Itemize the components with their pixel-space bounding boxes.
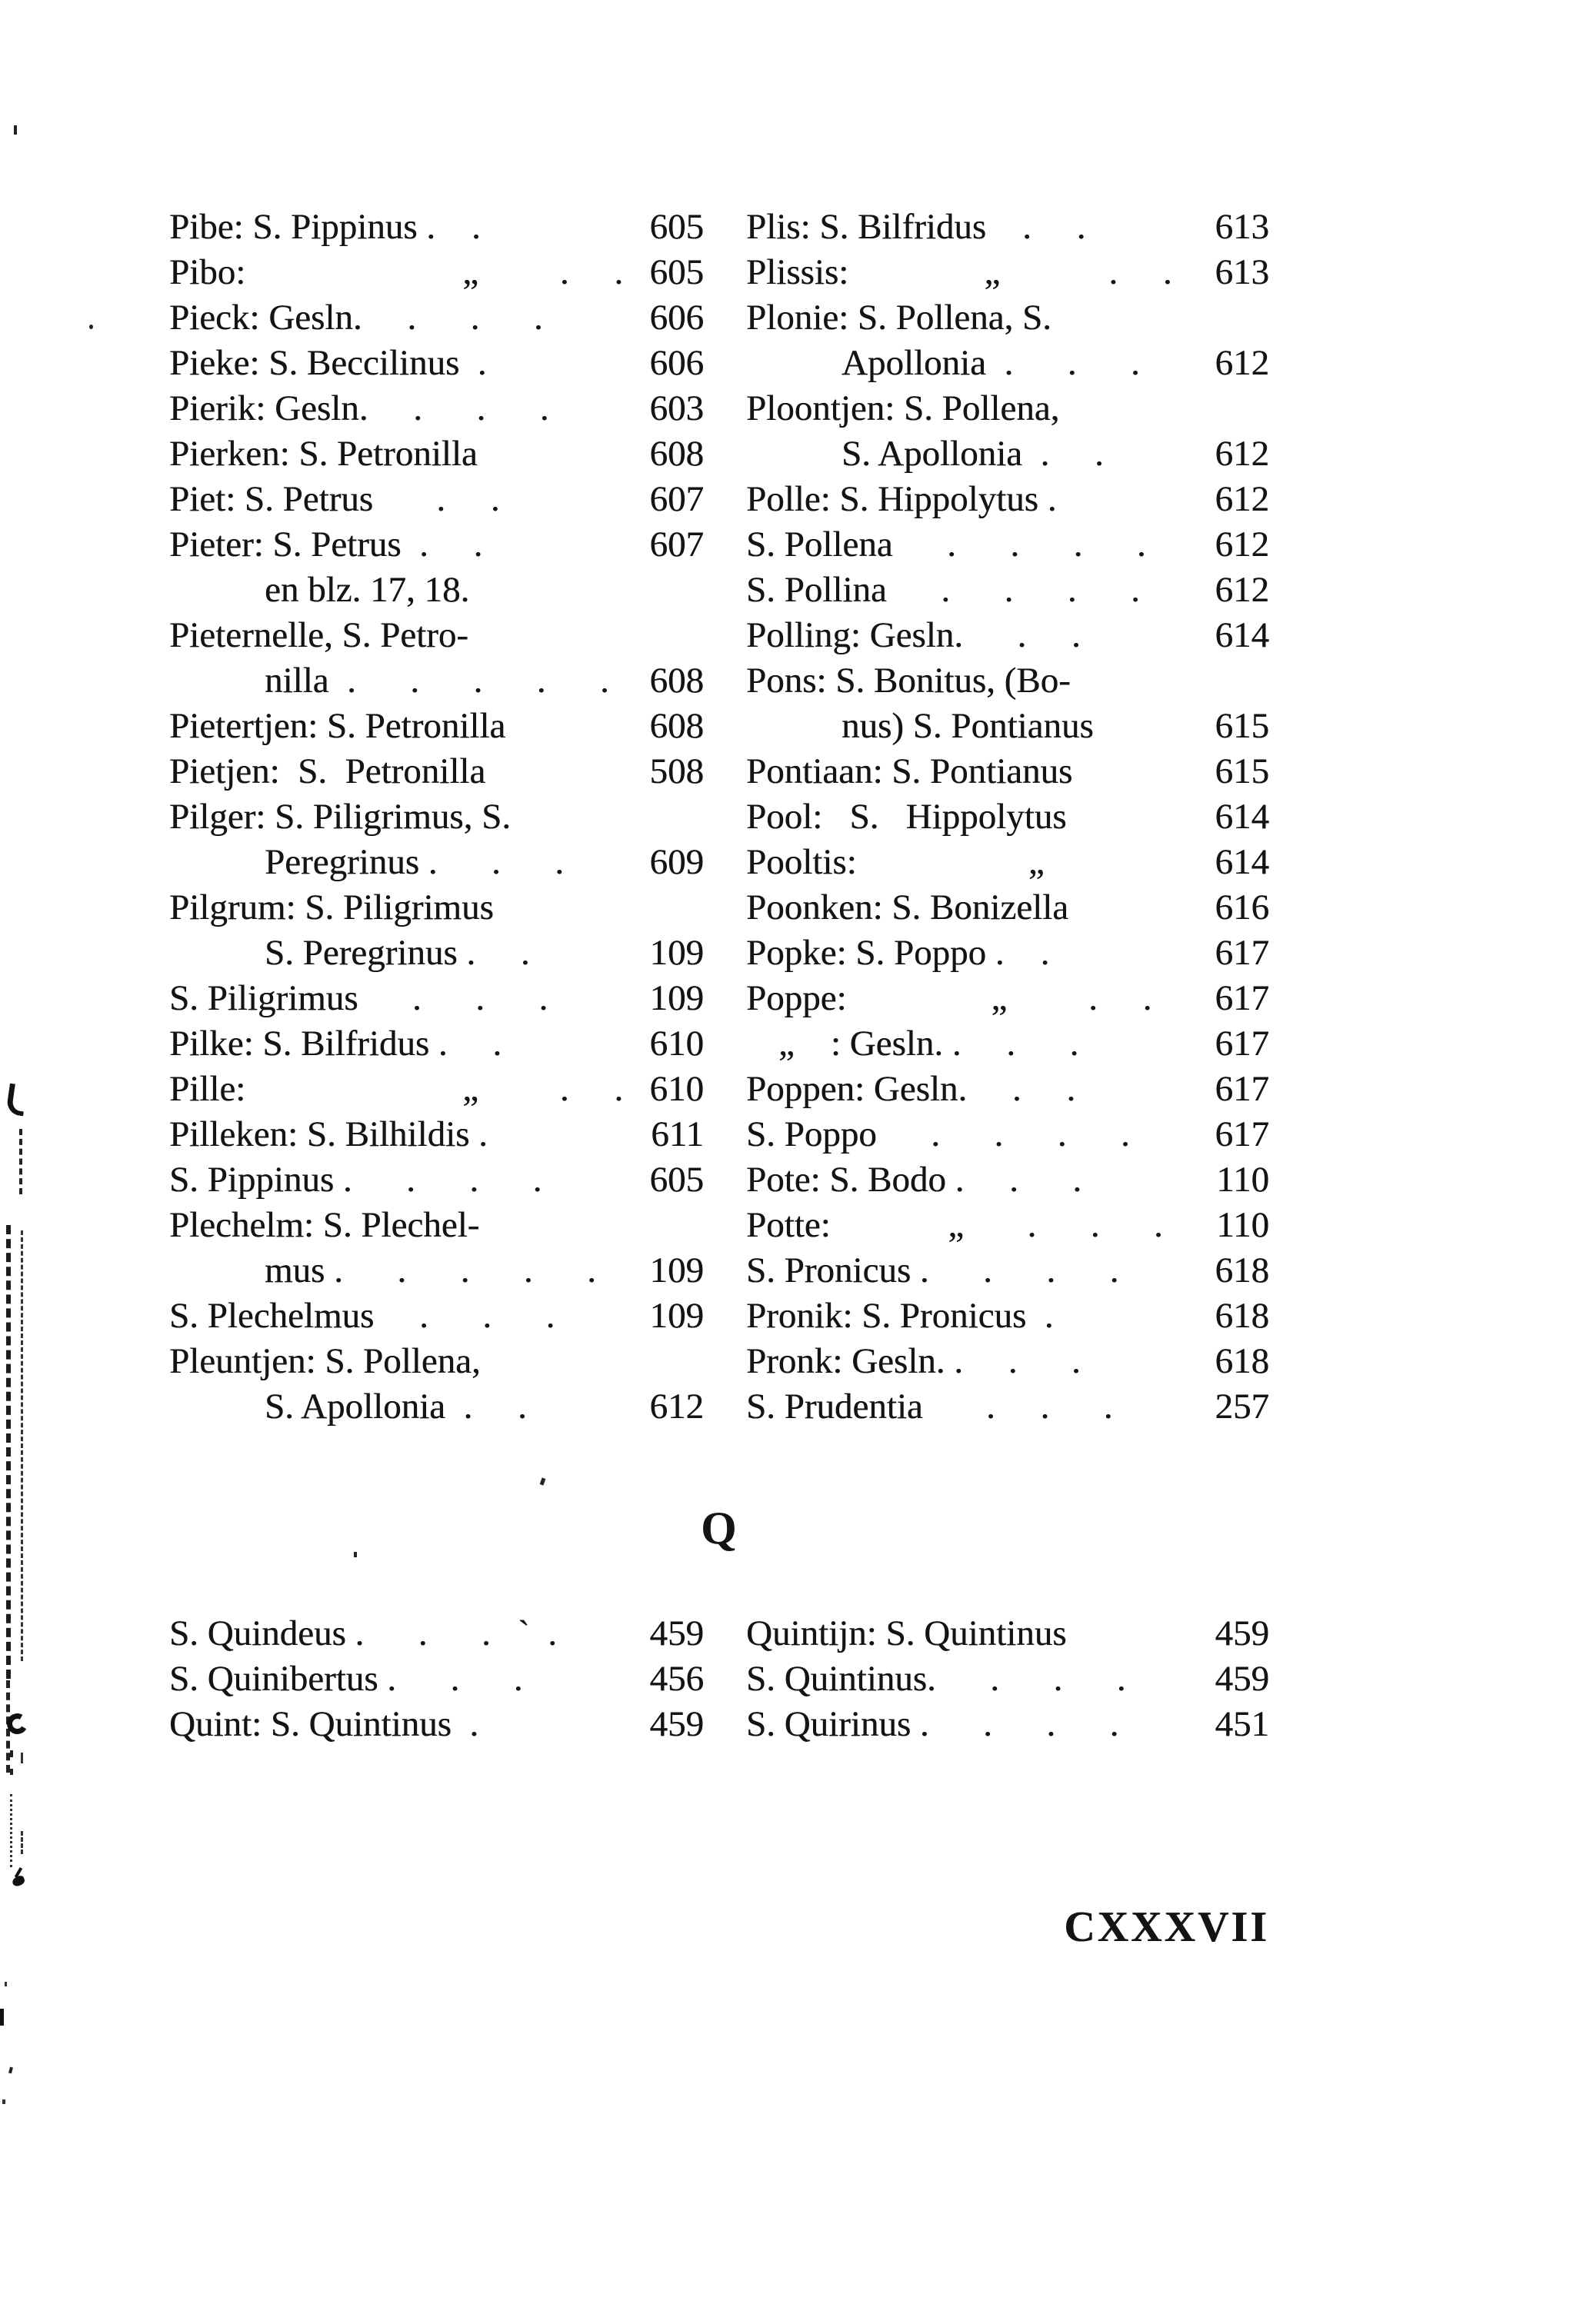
index-entry	[746, 388, 1269, 433]
entry-page-number: 257	[1215, 1387, 1269, 1427]
index-entry	[746, 1204, 1269, 1250]
index-entry	[746, 478, 1269, 524]
index-entry	[169, 1386, 704, 1431]
ink-mark	[0, 2009, 4, 2026]
index-entry	[169, 297, 704, 342]
entry-page-number: 613	[1215, 252, 1269, 292]
index-entry	[169, 524, 704, 569]
entry-text: Pieter: S. Petrus . .	[169, 524, 483, 564]
entry-page-number: 613	[1215, 207, 1269, 247]
entry-text: Popke: S. Poppo . .	[746, 933, 1050, 973]
entry-page-number: 459	[1215, 1659, 1269, 1699]
entry-text: Ploontjen: S. Pollena,	[746, 388, 1060, 428]
entry-text: mus . . . . .	[265, 1250, 596, 1290]
entry-page-number: 110	[1216, 1160, 1269, 1200]
entry-page-number: 617	[1215, 1069, 1269, 1109]
entry-text: S. Quindeus . . . ` .	[169, 1613, 557, 1653]
entry-page-number: 606	[649, 343, 704, 383]
entry-page-number: 616	[1215, 887, 1269, 927]
index-entry	[169, 660, 704, 705]
entry-text: Pons: S. Bonitus, (Bo-	[746, 661, 1071, 701]
index-entry	[746, 1114, 1269, 1159]
entry-page-number: 614	[1215, 797, 1269, 837]
index-entry	[169, 1658, 704, 1703]
index-entry	[169, 1023, 704, 1068]
index-entry	[169, 977, 704, 1023]
entry-text: Pool: S. Hippolytus	[746, 797, 1067, 837]
entry-page-number: 618	[1215, 1250, 1269, 1290]
index-entry	[746, 1295, 1269, 1340]
entry-page-number: 615	[1215, 706, 1269, 746]
index-entry	[169, 887, 704, 932]
entry-text: Pilke: S. Bilfridus . .	[169, 1024, 502, 1064]
entry-text: Poppe: „ . .	[746, 978, 1152, 1018]
index-entry	[746, 1340, 1269, 1386]
ink-mark	[21, 1831, 23, 1854]
ink-mark	[8, 2067, 13, 2074]
entry-page-number: 607	[649, 479, 704, 519]
entry-text: S. Pollena . . . .	[746, 524, 1146, 564]
entry-text: S. Apollonia . .	[841, 434, 1104, 474]
ink-mark	[354, 1552, 357, 1557]
index-entry	[746, 251, 1269, 297]
index-entry	[169, 478, 704, 524]
index-entry	[169, 206, 704, 251]
entry-page-number: 614	[1215, 615, 1269, 655]
p-column-right	[746, 206, 1269, 1431]
entry-text: S. Quintinus. . . .	[746, 1659, 1126, 1699]
entry-text: „ : Gesln. . . .	[778, 1024, 1079, 1064]
entry-page-number: 459	[1215, 1613, 1269, 1653]
entry-text: Pierken: S. Petronilla	[169, 434, 478, 474]
index-entry	[169, 751, 704, 796]
index-entry	[169, 1703, 704, 1749]
entry-page-number: 109	[649, 978, 704, 1018]
entry-text: Poonken: S. Bonizella	[746, 887, 1069, 927]
entry-page-number: 617	[1215, 1024, 1269, 1064]
ink-mark	[10, 1769, 13, 1775]
entry-text: S. Plechelmus . . .	[169, 1296, 555, 1336]
entry-text: Pietertjen: S. Petronilla	[169, 706, 506, 746]
entry-text: S. Pollina . . . .	[746, 570, 1140, 610]
entry-page-number: 608	[649, 661, 704, 701]
entry-text: Piet: S. Petrus . .	[169, 479, 500, 519]
entry-text: nilla . . . . .	[265, 661, 609, 701]
index-entry	[746, 932, 1269, 977]
entry-page-number: 459	[649, 1613, 704, 1653]
entry-page-number: 612	[649, 1387, 704, 1427]
entry-text: S. Quinibertus . . .	[169, 1659, 523, 1699]
entry-text: Plis: S. Bilfridus . .	[746, 207, 1086, 247]
entry-text: Pilleken: S. Bilhildis .	[169, 1114, 488, 1154]
entry-page-number: 605	[649, 1160, 704, 1200]
entry-text: S. Prudentia . . .	[746, 1387, 1113, 1427]
entry-page-number: 606	[649, 298, 704, 338]
index-entry	[169, 342, 704, 388]
entry-text: Pieternelle, S. Petro-	[169, 615, 468, 655]
entry-text: Pieck: Gesln. . . .	[169, 298, 543, 338]
entry-page-number: 605	[649, 207, 704, 247]
q-column-right	[746, 1613, 1269, 1749]
index-entry	[169, 932, 704, 977]
entry-text: Poppen: Gesln. . .	[746, 1069, 1076, 1109]
index-entry	[169, 1204, 704, 1250]
index-entry	[169, 796, 704, 841]
index-entry	[746, 614, 1269, 660]
entry-text: Pibe: S. Pippinus . .	[169, 207, 481, 247]
index-entry	[746, 297, 1269, 342]
entry-page-number: 617	[1215, 1114, 1269, 1154]
entry-page-number: 607	[649, 524, 704, 564]
index-entry	[746, 796, 1269, 841]
p-column-left	[169, 206, 704, 1431]
entry-text: Pleuntjen: S. Pollena,	[169, 1341, 481, 1381]
entry-page-number: 618	[1215, 1296, 1269, 1336]
entry-page-number: 508	[649, 751, 704, 791]
entry-page-number: 610	[649, 1069, 704, 1109]
entry-text: Polling: Gesln. . .	[746, 615, 1081, 655]
entry-page-number: 612	[1215, 524, 1269, 564]
entry-text: S. Apollonia . .	[265, 1387, 527, 1427]
entry-page-number: 614	[1215, 842, 1269, 882]
index-entry	[746, 569, 1269, 614]
index-entry	[169, 1159, 704, 1204]
entry-text: Plechelm: S. Plechel-	[169, 1205, 480, 1245]
entry-text: S. Poppo . . . .	[746, 1114, 1130, 1154]
ink-mark	[5, 1084, 27, 1117]
entry-text: Potte: „ . . .	[746, 1205, 1163, 1245]
entry-page-number: 618	[1215, 1341, 1269, 1381]
entry-page-number: 605	[649, 252, 704, 292]
entry-text: Pote: S. Bodo . . .	[746, 1160, 1082, 1200]
entry-page-number: 451	[1215, 1704, 1269, 1744]
index-entry	[746, 1613, 1269, 1658]
index-entry	[746, 660, 1269, 705]
entry-text: Pille: „ . .	[169, 1069, 624, 1109]
entry-text: Pontiaan: S. Pontianus	[746, 751, 1073, 791]
ink-mark	[6, 1225, 11, 1679]
entry-page-number: 611	[651, 1114, 704, 1154]
entry-text: en blz. 17, 18.	[265, 570, 470, 610]
index-entry	[746, 705, 1269, 751]
entry-text: Pierik: Gesln. . . .	[169, 388, 549, 428]
index-entry	[169, 1068, 704, 1114]
ink-mark	[10, 1794, 12, 1867]
index-section-q	[169, 1613, 1269, 1749]
ink-mark	[21, 1753, 23, 1763]
entry-page-number: 617	[1215, 978, 1269, 1018]
entry-text: Pilgrum: S. Piligrimus	[169, 887, 494, 927]
ink-mark	[14, 125, 17, 135]
entry-text: Pietjen: S. Petronilla	[169, 751, 486, 791]
index-entry	[746, 977, 1269, 1023]
entry-page-number: 612	[1215, 570, 1269, 610]
entry-text: Pronik: S. Pronicus .	[746, 1296, 1054, 1336]
index-entry	[169, 841, 704, 887]
index-entry	[169, 569, 704, 614]
index-body	[169, 206, 1269, 1749]
index-entry	[169, 1250, 704, 1295]
entry-page-number: 612	[1215, 479, 1269, 519]
entry-page-number: 109	[649, 933, 704, 973]
entry-text: S. Quirinus . . . .	[746, 1704, 1119, 1744]
entry-page-number: 109	[649, 1296, 704, 1336]
entry-text: Pibo: „ . .	[169, 252, 624, 292]
section-heading-q: Q	[701, 1503, 738, 1553]
entry-text: S. Pippinus . . . .	[169, 1160, 542, 1200]
index-entry	[746, 1250, 1269, 1295]
entry-text: Quint: S. Quintinus .	[169, 1704, 479, 1744]
q-column-left	[169, 1613, 704, 1749]
index-entry	[746, 841, 1269, 887]
index-entry	[746, 1023, 1269, 1068]
entry-text: Pronk: Gesln. . . .	[746, 1341, 1081, 1381]
entry-text: nus) S. Pontianus	[841, 706, 1094, 746]
index-entry	[169, 705, 704, 751]
index-entry	[169, 251, 704, 297]
entry-text: Peregrinus . . .	[265, 842, 565, 882]
entry-page-number: 615	[1215, 751, 1269, 791]
entry-text: Apollonia . . .	[841, 343, 1140, 383]
entry-text: S. Pronicus . . . .	[746, 1250, 1119, 1290]
index-entry	[746, 887, 1269, 932]
entry-page-number: 456	[649, 1659, 704, 1699]
entry-page-number: 610	[649, 1024, 704, 1064]
index-entry	[746, 524, 1269, 569]
entry-page-number: 608	[649, 706, 704, 746]
index-entry	[746, 1658, 1269, 1703]
entry-page-number: 612	[1215, 434, 1269, 474]
entry-text: Pilger: S. Piligrimus, S.	[169, 797, 511, 837]
entry-page-number: 612	[1215, 343, 1269, 383]
entry-page-number: 609	[649, 842, 704, 882]
ink-mark	[5, 1982, 7, 1986]
index-entry	[746, 206, 1269, 251]
index-entry	[746, 751, 1269, 796]
index-section-p	[169, 206, 1269, 1431]
index-entry	[169, 388, 704, 433]
ink-mark	[11, 1875, 25, 1888]
entry-text: S. Piligrimus . . .	[169, 978, 548, 1018]
index-entry	[746, 342, 1269, 388]
index-entry	[746, 1068, 1269, 1114]
ink-mark	[2, 2099, 5, 2104]
index-entry	[169, 614, 704, 660]
ink-mark	[10, 1750, 13, 1757]
entry-page-number: 603	[649, 388, 704, 428]
entry-page-number: 109	[649, 1250, 704, 1290]
index-entry	[169, 1613, 704, 1658]
ink-mark	[89, 325, 93, 329]
index-entry	[746, 433, 1269, 478]
index-entry	[169, 1295, 704, 1340]
index-entry	[746, 1159, 1269, 1204]
entry-page-number: 459	[649, 1704, 704, 1744]
entry-text: Pooltis: „	[746, 842, 1045, 882]
ink-mark	[19, 1129, 22, 1194]
entry-text: Pieke: S. Beccilinus .	[169, 343, 487, 383]
entry-text: S. Peregrinus . .	[265, 933, 530, 973]
index-entry	[746, 1386, 1269, 1431]
index-entry	[169, 1340, 704, 1386]
index-entry	[746, 1703, 1269, 1749]
entry-page-number: 617	[1215, 933, 1269, 973]
page-number: CXXXVII	[1064, 1903, 1269, 1951]
entry-page-number: 608	[649, 434, 704, 474]
index-entry	[169, 1114, 704, 1159]
entry-text: Quintijn: S. Quintinus	[746, 1613, 1067, 1653]
ink-mark	[21, 1230, 23, 1661]
index-entry	[169, 433, 704, 478]
entry-page-number: 110	[1216, 1205, 1269, 1245]
entry-text: Polle: S. Hippolytus .	[746, 479, 1057, 519]
entry-text: Plissis: „ . .	[746, 252, 1172, 292]
entry-text: Plonie: S. Pollena, S.	[746, 298, 1051, 338]
